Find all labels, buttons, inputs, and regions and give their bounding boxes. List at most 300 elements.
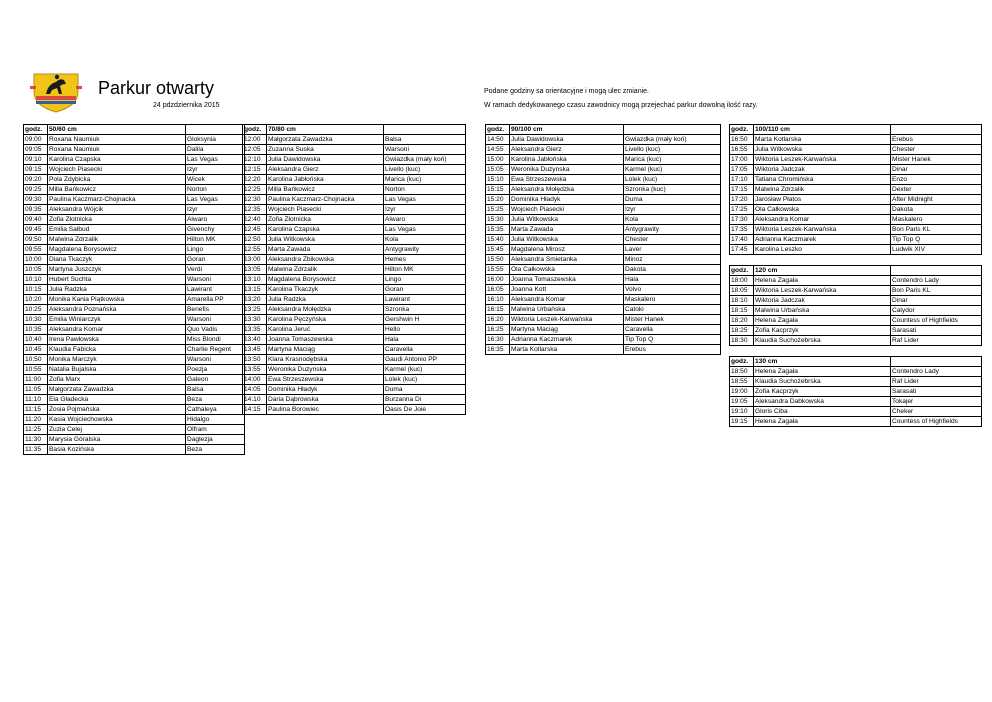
rider-cell: Marta Kotlarska (510, 345, 624, 355)
table-row (243, 345, 466, 355)
horse-cell: Lolek (kuc) (384, 375, 466, 385)
table-row (24, 155, 245, 165)
table-row (730, 225, 982, 235)
horse-cell: Norton (186, 185, 245, 195)
schedule-table (729, 265, 982, 346)
table-row (24, 435, 245, 445)
time-cell: 14:50 (486, 135, 510, 145)
table-row (486, 255, 721, 265)
rider-cell: Wiktoria Leszek-Karwańska (754, 286, 891, 296)
horse-cell: Warsoni (186, 275, 245, 285)
horse-cell: Hidalgo (186, 415, 245, 425)
time-cell: 12:35 (243, 205, 267, 215)
time-cell: 10:00 (24, 255, 48, 265)
horse-cell: Burzanna Di (384, 395, 466, 405)
horse-cell: Lawirant (186, 285, 245, 295)
rider-cell: Wiktoria Jadczak (754, 296, 891, 306)
horse-cell: Tip Top Q (891, 235, 982, 245)
time-cell: 11:10 (24, 395, 48, 405)
horse-cell: Benefis (186, 305, 245, 315)
time-cell: 11:05 (24, 385, 48, 395)
rider-cell: Zosia Pojmańska (48, 405, 186, 415)
horse-cell: Gwiazdka (mały koń) (624, 135, 721, 145)
rider-cell: Karolina Czapska (48, 155, 186, 165)
rider-cell: Aleksandra Gierz (267, 165, 384, 175)
rider-cell: Ola Całkowska (510, 265, 624, 275)
time-cell: 09:55 (24, 245, 48, 255)
rider-cell: Julia Dawidowska (510, 135, 624, 145)
rider-cell: Malwina Zdrzalik (267, 265, 384, 275)
table-row (730, 145, 982, 155)
rider-cell: Milla Bańkowicz (48, 185, 186, 195)
table-row (730, 165, 982, 175)
rider-cell: Wojciech Piasecki (48, 165, 186, 175)
horse-cell: Gwiazdka (mały koń) (384, 155, 466, 165)
rider-cell: Jarosław Płatos (754, 195, 891, 205)
class-header: 90/100 cm (510, 125, 624, 135)
rider-cell: Karolina Czapska (267, 225, 384, 235)
rider-cell: Julia Radzka (267, 295, 384, 305)
horse-cell: Calydor (891, 306, 982, 316)
time-cell: 13:05 (243, 265, 267, 275)
horse-cell: Szronka (kuc) (624, 185, 721, 195)
horse-cell: Hilton MK (186, 235, 245, 245)
time-cell: 13:10 (243, 275, 267, 285)
horse-cell: Amarella PP (186, 295, 245, 305)
horse-cell: Lingo (384, 275, 466, 285)
rider-cell: Paulina Kaczmarz-Chojnacka (48, 195, 186, 205)
time-cell: 10:10 (24, 275, 48, 285)
rider-cell: Karolina Jeruć (267, 325, 384, 335)
horse-cell: Tokajer (891, 397, 982, 407)
time-cell: 10:05 (24, 265, 48, 275)
rider-cell: Aleksandra Smietanka (510, 255, 624, 265)
table-row (730, 155, 982, 165)
rider-cell: Weronika Duzynska (510, 165, 624, 175)
horse-cell: Galeon (186, 375, 245, 385)
time-cell: 13:20 (243, 295, 267, 305)
time-cell: 15:10 (486, 175, 510, 185)
time-cell: 09:10 (24, 155, 48, 165)
table-row (24, 215, 245, 225)
horse-header (384, 125, 466, 135)
rider-cell: Klara Krasnodębska (267, 355, 384, 365)
rider-cell: Zuzia Celej (48, 425, 186, 435)
horse-cell: Ludwik XIV (891, 245, 982, 255)
horse-cell: Laver (624, 245, 721, 255)
horse-cell: Gaudi Antonio PP (384, 355, 466, 365)
time-cell: 12:55 (243, 245, 267, 255)
rider-cell: Kasia Wojciechowska (48, 415, 186, 425)
table-row (24, 305, 245, 315)
schedule-table (485, 124, 721, 355)
horse-cell: Balsa (186, 385, 245, 395)
time-cell: 18:30 (730, 336, 754, 346)
horse-cell: Poezja (186, 365, 245, 375)
table-row (486, 145, 721, 155)
table-row (486, 245, 721, 255)
rider-cell: Marta Zawada (510, 225, 624, 235)
horse-cell: Mister Hanek (624, 315, 721, 325)
horse-rider-emblem-icon (26, 70, 86, 114)
table-header-row (486, 125, 721, 135)
class-header: 130 cm (754, 357, 891, 367)
rider-cell: Ewa Strzeszewska (267, 375, 384, 385)
horse-cell: Dexter (891, 185, 982, 195)
horse-cell: Sarasati (891, 326, 982, 336)
horse-cell: Duma (384, 385, 466, 395)
horse-cell: Contendro Lady (891, 367, 982, 377)
horse-cell: Szronka (384, 305, 466, 315)
time-cell: 13:00 (243, 255, 267, 265)
horse-cell: Hilton MK (384, 265, 466, 275)
rider-cell: Paulina Borowiec (267, 405, 384, 415)
time-cell: 18:05 (730, 286, 754, 296)
rider-cell: Aleksandra Gierz (510, 145, 624, 155)
table-row (486, 155, 721, 165)
time-cell: 15:15 (486, 185, 510, 195)
time-cell: 16:30 (486, 335, 510, 345)
horse-cell: Goran (186, 255, 245, 265)
time-header: godz. (243, 125, 267, 135)
rider-cell: Hubert Suchta (48, 275, 186, 285)
time-cell: 16:20 (486, 315, 510, 325)
rider-cell: Zofia Złotnicka (267, 215, 384, 225)
time-cell: 16:00 (486, 275, 510, 285)
time-cell: 17:20 (730, 195, 754, 205)
rider-cell: Milla Bańkowicz (267, 185, 384, 195)
note-times: Podane godziny sa orientacyjne i mogą ulec zmianie. (484, 88, 649, 95)
rider-cell: Roxana Naumiuk (48, 145, 186, 155)
rider-cell: Julia Dawidowska (267, 155, 384, 165)
schedule-column-1 (23, 124, 245, 455)
time-cell: 15:00 (486, 155, 510, 165)
time-cell: 12:40 (243, 215, 267, 225)
horse-header (891, 125, 982, 135)
rider-cell: Julia Witkowska (510, 235, 624, 245)
table-row (24, 395, 245, 405)
table-row (243, 335, 466, 345)
time-cell: 17:00 (730, 155, 754, 165)
table-row (486, 265, 721, 275)
time-cell: 18:15 (730, 306, 754, 316)
horse-header (186, 125, 245, 135)
horse-cell: Contendro Lady (891, 276, 982, 286)
horse-header (891, 357, 982, 367)
time-cell: 13:30 (243, 315, 267, 325)
table-row (243, 155, 466, 165)
time-cell: 18:50 (730, 367, 754, 377)
rider-cell: Zofia Kacprzyk (754, 387, 891, 397)
table-row (243, 215, 466, 225)
time-cell: 18:20 (730, 316, 754, 326)
time-cell: 17:25 (730, 205, 754, 215)
time-cell: 14:10 (243, 395, 267, 405)
table-row (24, 245, 245, 255)
rider-cell: Malwina Zdrzalik (754, 185, 891, 195)
rider-cell: Malwina Zdrzalik (48, 235, 186, 245)
horse-cell: Countess of Highfields (891, 417, 982, 427)
horse-cell: Charlie Regent (186, 345, 245, 355)
horse-cell: Olfram (186, 425, 245, 435)
rider-cell: Dominika Hładyk (267, 385, 384, 395)
rider-cell: Aleksandra Wójcik (48, 205, 186, 215)
horse-cell: Izyr (384, 205, 466, 215)
schedule-column-4 (729, 124, 982, 427)
time-cell: 19:10 (730, 407, 754, 417)
rider-cell: Karolina Leszko (754, 245, 891, 255)
table-row (730, 377, 982, 387)
table-row (486, 315, 721, 325)
time-cell: 17:10 (730, 175, 754, 185)
time-cell: 16:50 (730, 135, 754, 145)
class-header: 70/80 cm (267, 125, 384, 135)
horse-cell: Sarasati (891, 387, 982, 397)
table-row (24, 335, 245, 345)
time-cell: 18:00 (730, 276, 754, 286)
horse-cell: Livello (kuc) (624, 145, 721, 155)
horse-cell: Hala (624, 275, 721, 285)
rider-cell: Joanna Kott (510, 285, 624, 295)
time-cell: 10:25 (24, 305, 48, 315)
rider-cell: Aleksandra Komar (510, 295, 624, 305)
rider-cell: Wiktoria Leszek-Karwańska (754, 155, 891, 165)
horse-cell: Las Vegas (186, 155, 245, 165)
horse-cell: Caravella (384, 345, 466, 355)
rider-cell: Helena Zagała (754, 316, 891, 326)
time-cell: 09:00 (24, 135, 48, 145)
rider-cell: Basia Kozińska (48, 445, 186, 455)
note-rides: W ramach dedykowanego czasu zawodnicy mogą przejechać parkur dowolną ilość razy. (484, 102, 758, 109)
rider-cell: Wiktoria Leszek-Karwańska (510, 315, 624, 325)
time-cell: 10:35 (24, 325, 48, 335)
horse-cell: Raf Lider (891, 377, 982, 387)
rider-cell: Irena Pawłowska (48, 335, 186, 345)
time-cell: 11:20 (24, 415, 48, 425)
table-row (730, 195, 982, 205)
rider-cell: Natalia Bujalska (48, 365, 186, 375)
table-row (243, 175, 466, 185)
time-cell: 17:15 (730, 185, 754, 195)
time-cell: 13:40 (243, 335, 267, 345)
horse-cell: Dakota (624, 265, 721, 275)
time-cell: 15:35 (486, 225, 510, 235)
horse-cell: Warsoni (186, 315, 245, 325)
time-header: godz. (730, 125, 754, 135)
time-cell: 12:25 (243, 185, 267, 195)
time-cell: 12:00 (243, 135, 267, 145)
table-row (24, 415, 245, 425)
table-row (24, 425, 245, 435)
rider-cell: Julia Witkowska (510, 215, 624, 225)
rider-cell: Joanna Tomaszewska (510, 275, 624, 285)
horse-cell: Goran (384, 285, 466, 295)
rider-cell: Małgorzata Zawadzka (267, 135, 384, 145)
horse-cell: Kola (624, 215, 721, 225)
horse-cell: Marica (kuc) (624, 155, 721, 165)
horse-cell: Countess of Highfields (891, 316, 982, 326)
rider-cell: Weronika Duzynska (267, 365, 384, 375)
horse-cell: Beza (186, 395, 245, 405)
rider-cell: Magdalena Borysowicz (48, 245, 186, 255)
time-cell: 11:35 (24, 445, 48, 455)
rider-cell: Klaudia Suchożebrska (754, 377, 891, 387)
rider-cell: Wiktoria Leszek-Karwańska (754, 225, 891, 235)
horse-cell: Erebus (624, 345, 721, 355)
time-cell: 10:30 (24, 315, 48, 325)
rider-cell: Martyna Maciąg (267, 345, 384, 355)
time-cell: 15:50 (486, 255, 510, 265)
page-title: Parkur otwarty (98, 78, 215, 98)
table-header-row (243, 125, 466, 135)
rider-cell: Emilia Winiarczyk (48, 315, 186, 325)
time-cell: 16:05 (486, 285, 510, 295)
rider-cell: Helena Zagała (754, 417, 891, 427)
rider-cell: Aleksandra Mołędzka (267, 305, 384, 315)
horse-cell: Las Vegas (384, 195, 466, 205)
time-cell: 16:15 (486, 305, 510, 315)
table-row (243, 375, 466, 385)
rider-cell: Helena Zagała (754, 276, 891, 286)
rider-cell: Małgorzata Zawadzka (48, 385, 186, 395)
horse-cell: Daglezja (186, 435, 245, 445)
time-cell: 15:20 (486, 195, 510, 205)
rider-cell: Daria Dąbrowska (267, 395, 384, 405)
time-cell: 10:50 (24, 355, 48, 365)
time-cell: 14:00 (243, 375, 267, 385)
time-cell: 09:15 (24, 165, 48, 175)
time-cell: 15:05 (486, 165, 510, 175)
schedule-table (23, 124, 245, 455)
table-row (730, 205, 982, 215)
rider-cell: Monika Marczyk (48, 355, 186, 365)
table-row (243, 265, 466, 275)
horse-cell: Beza (186, 445, 245, 455)
rider-cell: Klaudia Fabicka (48, 345, 186, 355)
table-row (243, 205, 466, 215)
time-cell: 13:35 (243, 325, 267, 335)
horse-cell: Warsoni (384, 145, 466, 155)
table-row (24, 175, 245, 185)
horse-cell: Cheker (891, 407, 982, 417)
horse-cell: Dinar (891, 296, 982, 306)
rider-cell: Diana Tkaczyk (48, 255, 186, 265)
rider-cell: Aleksandra Komar (754, 215, 891, 225)
table-row (730, 306, 982, 316)
rider-cell: Julia Witkowska (267, 235, 384, 245)
table-header-row (730, 266, 982, 276)
time-header: godz. (24, 125, 48, 135)
table-row (243, 355, 466, 365)
time-cell: 17:30 (730, 215, 754, 225)
rider-cell: Magdalena Mirosz (510, 245, 624, 255)
schedule-column-2 (242, 124, 466, 415)
table-row (24, 205, 245, 215)
time-cell: 13:45 (243, 345, 267, 355)
table-row (486, 185, 721, 195)
time-cell: 12:30 (243, 195, 267, 205)
table-row (486, 235, 721, 245)
rider-cell: Marta Kotlarska (754, 135, 891, 145)
horse-cell: Dalila (186, 145, 245, 155)
time-header: godz. (730, 357, 754, 367)
time-cell: 18:10 (730, 296, 754, 306)
rider-cell: Martyna Maciąg (510, 325, 624, 335)
rider-cell: Paulina Kaczmarz-Chojnacka (267, 195, 384, 205)
rider-cell: Helena Zagała (754, 367, 891, 377)
rider-cell: Aleksandra Zbikowska (267, 255, 384, 265)
horse-cell: Alwaro (384, 215, 466, 225)
horse-cell: Las Vegas (186, 195, 245, 205)
horse-cell: Maskalero (624, 295, 721, 305)
table-row (24, 145, 245, 155)
table-row (243, 255, 466, 265)
horse-cell: Raf Lider (891, 336, 982, 346)
horse-cell: Izyr (186, 205, 245, 215)
time-cell: 14:15 (243, 405, 267, 415)
event-date: 24 pdzdziernika 2015 (153, 102, 220, 109)
time-cell: 10:15 (24, 285, 48, 295)
horse-cell: Lingo (186, 245, 245, 255)
time-cell: 19:05 (730, 397, 754, 407)
time-cell: 11:30 (24, 435, 48, 445)
time-cell: 16:25 (486, 325, 510, 335)
horse-cell: Volvo (624, 285, 721, 295)
horse-cell: Las Vegas (384, 225, 466, 235)
horse-cell: Hemes (384, 255, 466, 265)
horse-cell: Chester (624, 235, 721, 245)
table-row (730, 286, 982, 296)
rider-cell: Julia Witkowska (754, 145, 891, 155)
table-row (24, 365, 245, 375)
rider-cell: Adrianna Kaczmarek (754, 235, 891, 245)
horse-cell: After Midnight (891, 195, 982, 205)
rider-cell: Karolina Tkaczyk (267, 285, 384, 295)
horse-cell: Catoki (624, 305, 721, 315)
time-header: godz. (730, 266, 754, 276)
time-cell: 09:45 (24, 225, 48, 235)
table-row (243, 285, 466, 295)
horse-cell: Lawirant (384, 295, 466, 305)
time-cell: 10:55 (24, 365, 48, 375)
rider-cell: Ola Całkowska (754, 205, 891, 215)
table-row (730, 276, 982, 286)
time-cell: 16:10 (486, 295, 510, 305)
time-cell: 18:25 (730, 326, 754, 336)
table-row (24, 285, 245, 295)
table-row (24, 195, 245, 205)
table-row (24, 375, 245, 385)
horse-cell: Karmel (kuc) (624, 165, 721, 175)
time-cell: 13:25 (243, 305, 267, 315)
horse-header (891, 266, 982, 276)
rider-cell: Aleksandra Komar (48, 325, 186, 335)
table-row (486, 325, 721, 335)
time-cell: 12:05 (243, 145, 267, 155)
rider-cell: Magdalena Borysowicz (267, 275, 384, 285)
table-row (243, 395, 466, 405)
table-row (243, 225, 466, 235)
time-cell: 19:15 (730, 417, 754, 427)
time-cell: 15:30 (486, 215, 510, 225)
rider-cell: Ela Gładecka (48, 395, 186, 405)
horse-cell: Gershwin H (384, 315, 466, 325)
table-row (730, 397, 982, 407)
time-cell: 13:50 (243, 355, 267, 365)
table-row (24, 315, 245, 325)
table-row (486, 335, 721, 345)
table-row (24, 255, 245, 265)
